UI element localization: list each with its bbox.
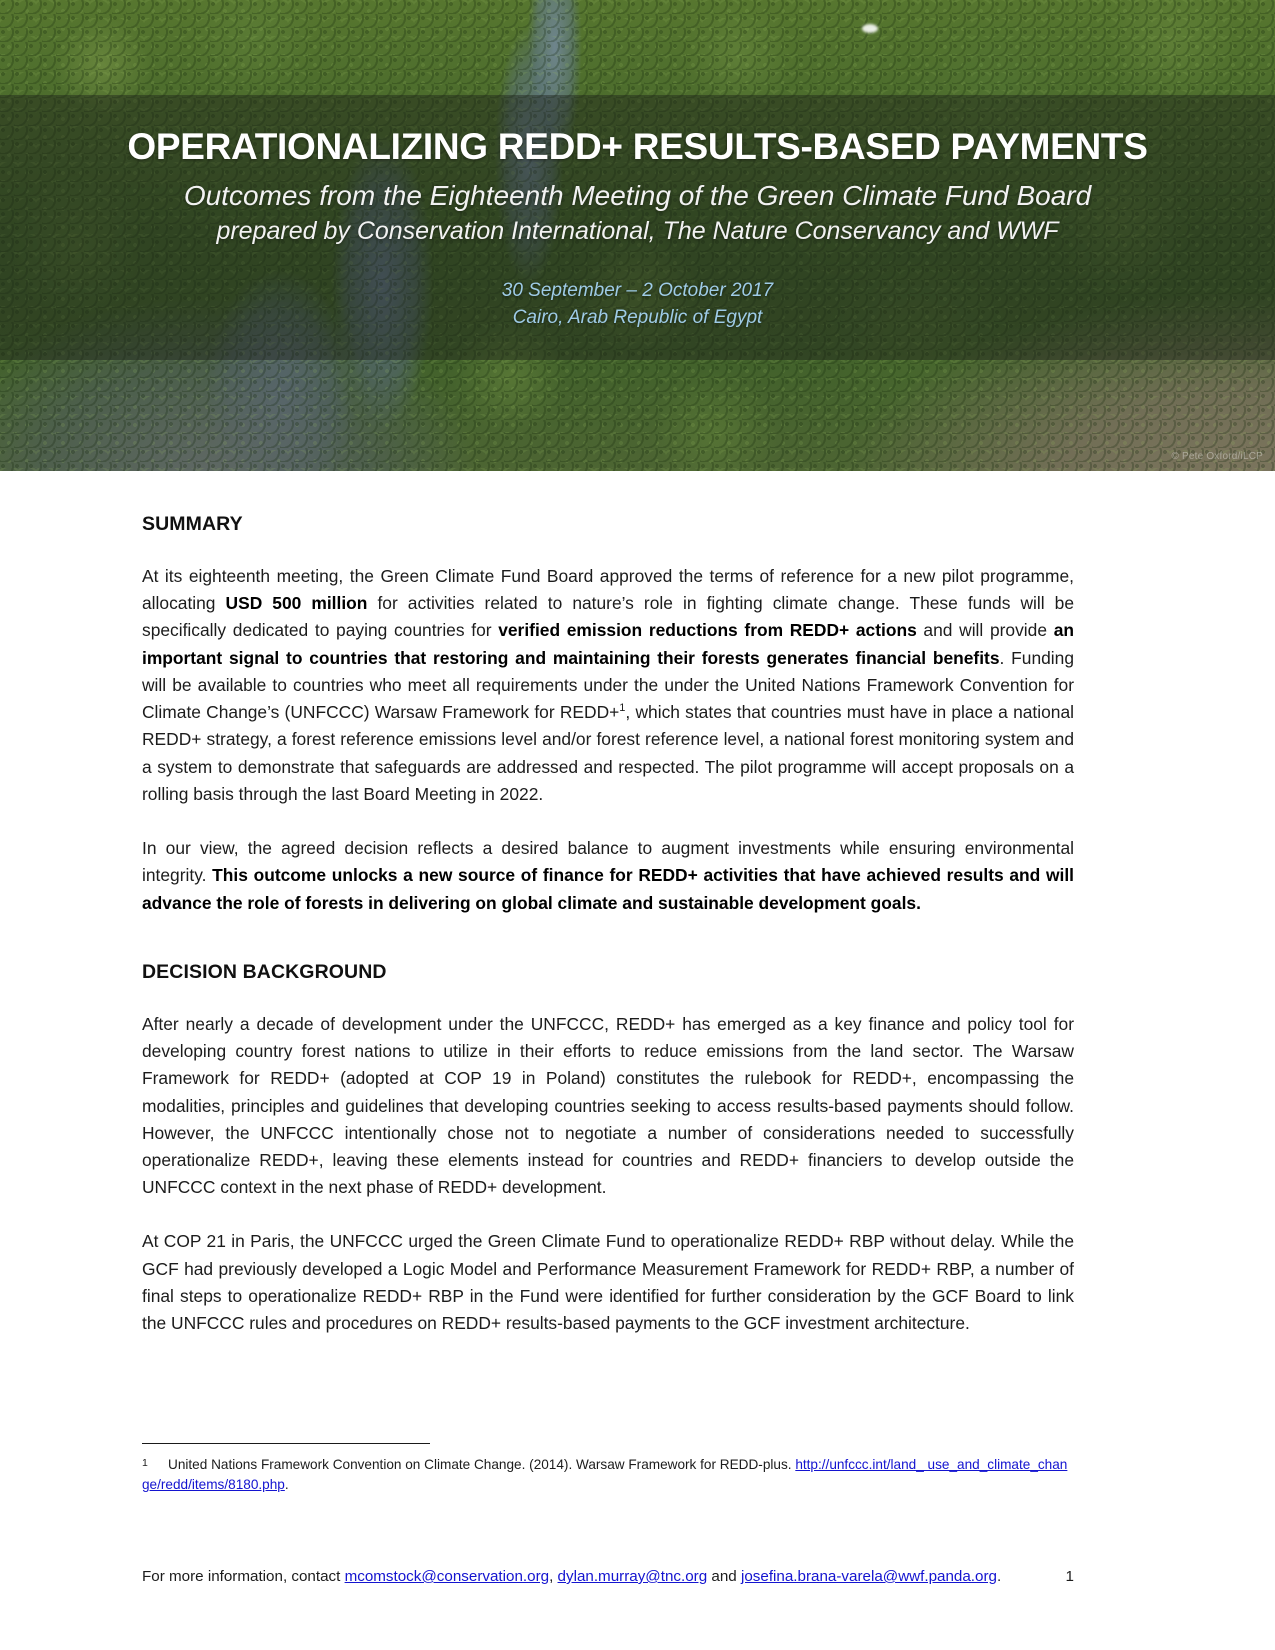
footnote-marker: 1 xyxy=(142,1457,148,1469)
meeting-dates: 30 September – 2 October 2017 xyxy=(501,279,774,301)
page-number: 1 xyxy=(1065,1568,1074,1585)
summary-p2-bold-1: This outcome unlocks a new source of finance for REDD+ activities that have achieved results and will advance the role of forests in delivering on global climate and sustainable development goals. xyxy=(142,865,1074,913)
footer-trailing: . xyxy=(996,1568,1002,1585)
document-title: OPERATIONALIZING REDD+ RESULTS-BASED PAYMENTS xyxy=(127,126,1148,167)
summary-p1-bold-3: an important signal to countries that restoring and maintaining their forests generates financial benefits xyxy=(142,620,1074,668)
summary-p1-run-1: At its eighteenth meeting, the Green Climate Fund Board approved the terms of reference for a new pilot programme, allocating xyxy=(142,566,1074,614)
document-subtitle: Outcomes from the Eighteenth Meeting of the Green Climate Fund Board xyxy=(183,179,1092,211)
footnote-link[interactable]: http://unfccc.int/land_ use_and_climate_change/redd/items/8180.php xyxy=(142,1457,1068,1492)
sky-speck xyxy=(862,24,878,33)
footnote-text: United Nations Framework Convention on Climate Change. (2014). Warsaw Framework for REDD-plus. xyxy=(168,1457,796,1472)
meeting-location: Cairo, Arab Republic of Egypt xyxy=(512,307,763,329)
summary-p1-run-2: for activities related to nature’s role in fighting climate change. These funds will be specifically dedicated to paying countries for xyxy=(142,593,1074,641)
footnote-area xyxy=(142,1443,1074,1495)
document-page xyxy=(0,471,1275,1337)
summary-p1-run-5: , which states that countries must have in place a national REDD+ strategy, a forest reference emissions level and/or forest reference level, a national forest monitoring system and a system to demonstrate that safeguards are addressed and respected. The pilot programme will accept proposals on a rolling basis through the last Board Meeting in 2022. xyxy=(142,702,1074,804)
photo-credit: © Pete Oxford/iLCP xyxy=(1171,451,1263,462)
summary-p2-run-1: In our view, the agreed decision reflects a desired balance to augment investments while ensuring environmental integrity. xyxy=(142,838,1074,886)
footnote-separator-rule xyxy=(142,1443,430,1444)
footnote-trailing: . xyxy=(284,1476,289,1492)
background-paragraph-1: After nearly a decade of development under the UNFCCC, REDD+ has emerged as a key finance and policy tool for developing country forest nations to utilize in their efforts to reduce emissions from the land sector. The Warsaw Framework for REDD+ (adopted at COP 19 in Poland) constitutes the rulebook for REDD+, encompassing the modalities, principles and guidelines that developing countries seeking to access results-based payments should follow. However, the UNFCCC intentionally chose not to negotiate a number of considerations needed to successfully operationalize REDD+, leaving these elements instead for countries and REDD+ financiers to develop outside the UNFCCC context in the next phase of REDD+ development. xyxy=(142,1013,1074,1198)
footer-lead-text: For more information, contact xyxy=(142,1568,345,1585)
footer-separator-1: , xyxy=(549,1568,558,1585)
page-footer xyxy=(142,1568,1074,1585)
section-heading-decision-background: DECISION BACKGROUND xyxy=(142,960,387,983)
section-heading-summary: SUMMARY xyxy=(142,513,243,535)
contact-email-conservation[interactable]: mcomstock@conservation.org xyxy=(344,1568,550,1585)
footnote-reference-1[interactable]: 1 xyxy=(619,702,626,715)
footer-contact-line xyxy=(142,1568,1001,1585)
summary-p1-bold-1: USD 500 million xyxy=(225,593,368,614)
summary-p1-run-4: . Funding will be available to countries who meet all requirements under the under the United Nations Framework Convention for Climate Change’s (UNFCCC) Warsaw Framework for REDD+ xyxy=(142,647,1074,723)
document-authors: prepared by Conservation International, The Nature Conservancy and WWF xyxy=(216,216,1059,245)
document-content xyxy=(142,471,1074,1337)
footer-separator-2: and xyxy=(707,1568,741,1585)
header-hero-banner xyxy=(0,0,1275,471)
footnote-item-1 xyxy=(142,1455,1074,1495)
summary-paragraph-2 xyxy=(142,808,1074,917)
contact-email-tnc[interactable]: dylan.murray@tnc.org xyxy=(557,1568,708,1585)
hero-text-block xyxy=(0,95,1275,360)
background-paragraph-2: At COP 21 in Paris, the UNFCCC urged the Green Climate Fund to operationalize REDD+ RBP without delay. While the GCF had previously developed a Logic Model and Performance Measurement Framework for REDD+ RBP, a number of final steps to operationalize REDD+ RBP in the Fund were identified for further consideration by the GCF Board to link the UNFCCC rules and procedures on REDD+ results-based payments to the GCF investment architecture. xyxy=(142,1231,1074,1334)
contact-email-wwf[interactable]: josefina.brana-varela@wwf.panda.org xyxy=(740,1568,997,1585)
summary-p1-bold-2: verified emission reductions from REDD+ actions xyxy=(498,620,917,641)
summary-paragraph-1 xyxy=(142,536,1074,808)
summary-p1-run-3: and will provide xyxy=(916,620,1054,641)
